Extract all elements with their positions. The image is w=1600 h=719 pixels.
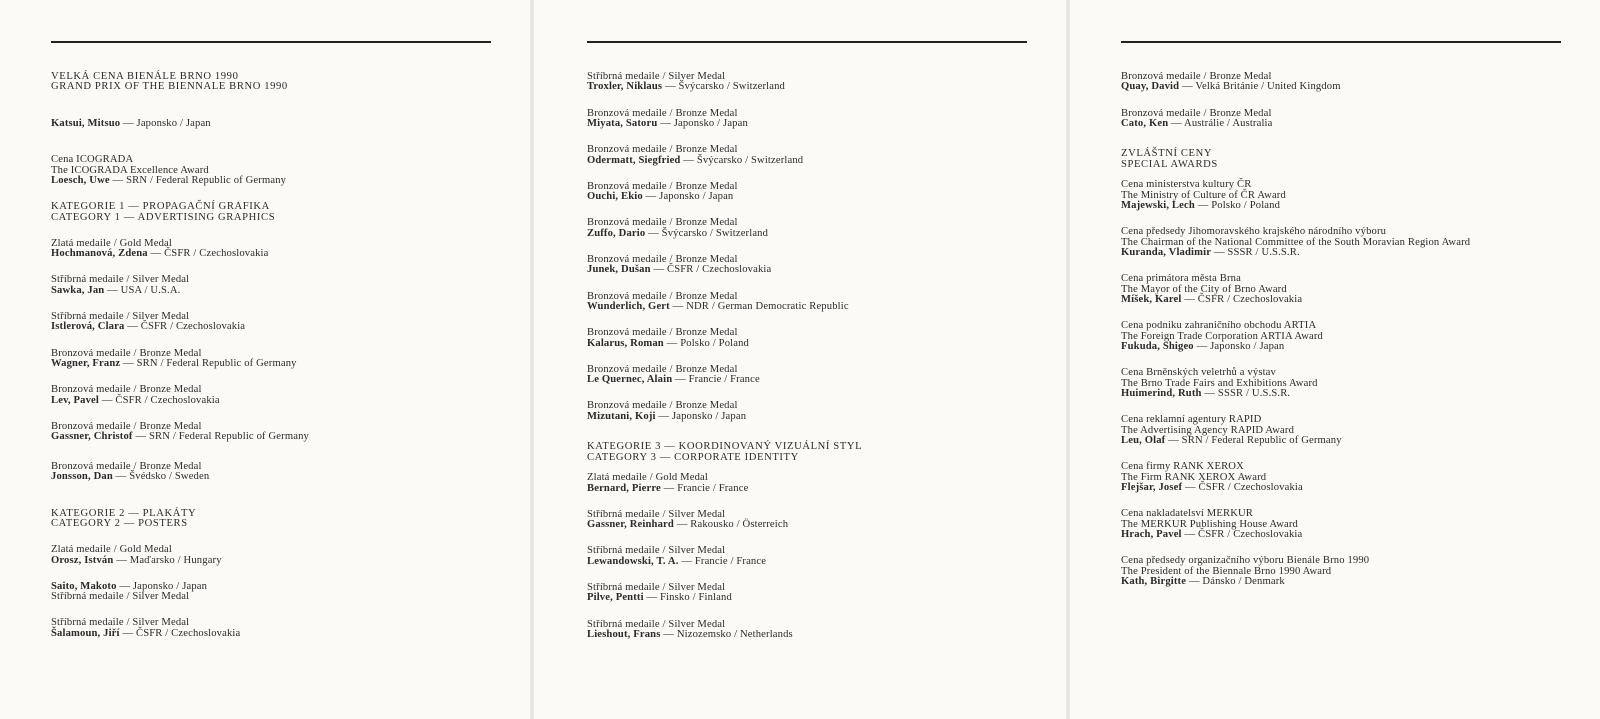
winner-line: [51, 556, 521, 566]
winner-country: — Japonsko / Japan: [123, 117, 211, 129]
winner-country: — ČSFR / Czechoslovakia: [1184, 482, 1303, 494]
winner-country: — SRN / Federal Republic of Germany: [123, 358, 297, 370]
award-title: Bronzová medaile / Bronze Medal: [51, 347, 202, 359]
winner-country: — SSSR / U.S.S.R.: [1204, 388, 1291, 400]
winner-name: Zuffo, Dario: [587, 227, 646, 239]
winner-name: Orosz, István: [51, 554, 114, 566]
award-title: Bronzová medaile / Bronze Medal: [587, 290, 738, 302]
winner-line: [587, 265, 1057, 275]
winner-line: [587, 630, 1057, 640]
winner-line: [51, 176, 521, 186]
winner-line: [587, 82, 1057, 92]
award-title: The Mayor of the City of Brno Award: [1121, 283, 1287, 295]
winner-name: Sawka, Jan: [51, 284, 105, 296]
winner-name: Flejšar, Josef: [1121, 482, 1183, 494]
winner-country: — Švédsko / Sweden: [115, 471, 210, 483]
winner-name: Troxler, Niklaus: [587, 81, 663, 93]
award-title: Stříbrná medaile / Silver Medal: [51, 591, 190, 603]
award-entry: [51, 618, 521, 639]
winner-line: [1121, 530, 1591, 540]
award-title: Stříbrná medaile / Silver Medal: [587, 618, 726, 630]
winner-line: [1121, 389, 1591, 399]
winner-line: [51, 359, 521, 369]
award-entry: [1121, 321, 1591, 352]
award-title: Stříbrná medaile / Silver Medal: [51, 617, 190, 629]
heading-line: KATEGORIE 2 — PLAKÁTY: [51, 507, 197, 519]
winner-line: [587, 156, 1057, 166]
award-entry: [1121, 274, 1591, 305]
award-entry: [587, 182, 1057, 203]
winner-country: — Japonsko / Japan: [658, 410, 747, 422]
award-title: Stříbrná medaile / Silver Medal: [51, 274, 190, 286]
winner-line: [1121, 82, 1591, 92]
winner-line: [51, 432, 521, 442]
award-title: Bronzová medaile / Bronze Medal: [51, 420, 202, 432]
award-entry: [587, 109, 1057, 130]
award-title: The Advertising Agency RAPID Award: [1121, 424, 1295, 436]
winner-country: — Japonsko / Japan: [645, 191, 734, 203]
award-title: The ICOGRADA Excellence Award: [51, 164, 209, 176]
winner-line: [51, 119, 521, 129]
award-title: The Brno Trade Fairs and Exhibitions Award: [1121, 377, 1318, 389]
winner-name: Šalamoun, Jiří: [51, 627, 120, 639]
award-title: Bronzová medaile / Bronze Medal: [51, 460, 202, 472]
award-title: The Foreign Trade Corporation ARTIA Award: [1121, 330, 1323, 342]
winner-name: Jonsson, Dan: [51, 471, 113, 483]
winner-name: Huimerind, Ruth: [1121, 388, 1202, 400]
winner-country: — ČSFR / Czechoslovakia: [101, 394, 220, 406]
award-entry: [51, 275, 521, 296]
winner-country: — NDR / German Democratic Republic: [672, 301, 849, 313]
top-rule: [587, 41, 1027, 43]
winner-country: — SRN / Federal Republic of Germany: [135, 431, 309, 443]
award-title: Cena ICOGRADA: [51, 154, 134, 166]
top-rule: [51, 41, 491, 43]
award-title: Cena ministerstva kultury ČR: [1121, 179, 1252, 191]
award-title: Cena reklamní agentury RAPID: [1121, 414, 1262, 426]
winner-line: [51, 396, 521, 406]
winner-country: — Švýcarsko / Switzerland: [665, 81, 785, 93]
award-title: Bronzová medaile / Bronze Medal: [587, 180, 738, 192]
winner-line: [587, 229, 1057, 239]
award-title: Bronzová medaile / Bronze Medal: [1121, 71, 1272, 82]
award-title: Bronzová medaile / Bronze Medal: [1121, 107, 1272, 119]
award-entry: [587, 255, 1057, 276]
winner-name: Hochmanová, Zdena: [51, 248, 148, 260]
winner-line: [1121, 119, 1591, 129]
award-entry: [51, 582, 521, 603]
page-fold: [530, 0, 534, 719]
award-entry: [1121, 72, 1591, 93]
winner-line: [587, 412, 1057, 422]
winner-name: Saito, Makoto: [51, 580, 117, 592]
winner-country: — Švýcarsko / Switzerland: [648, 227, 769, 239]
award-entry: [51, 312, 521, 333]
section-heading: [587, 442, 1057, 463]
award-title: Zlatá medaile / Gold Medal: [51, 237, 172, 249]
award-entry: [587, 365, 1057, 386]
award-title: Bronzová medaile / Bronze Medal: [587, 400, 738, 412]
winner-name: Lev, Pavel: [51, 394, 99, 406]
winner-name: Quay, David: [1121, 81, 1180, 93]
section-heading: [51, 509, 521, 530]
heading-line: CATEGORY 3 — CORPORATE IDENTITY: [587, 451, 799, 463]
section-heading: [1121, 149, 1591, 170]
winner-line: [587, 484, 1057, 494]
award-title: Bronzová medaile / Bronze Medal: [587, 107, 738, 119]
award-entry: [51, 545, 521, 566]
winner-line: [1121, 483, 1591, 493]
award-entry: [587, 546, 1057, 567]
award-entry: [1121, 462, 1591, 493]
winner-country: — Polsko / Poland: [1197, 200, 1281, 212]
award-entry: [51, 462, 521, 483]
winner-line: [587, 192, 1057, 202]
winner-name: Majewski, Lech: [1121, 200, 1195, 212]
winner-line: [1121, 295, 1591, 305]
award-title: Cena nakladatelsví MERKUR: [1121, 508, 1254, 520]
award-title: Bronzová medaile / Bronze Medal: [51, 384, 202, 396]
winner-name: Miyata, Satoru: [587, 118, 658, 130]
award-title: Stříbrná medaile / Silver Medal: [587, 545, 726, 557]
award-entry: [587, 510, 1057, 531]
winner-line: [51, 286, 521, 296]
award-entry: [587, 473, 1057, 494]
heading-line: SPECIAL AWARDS: [1121, 158, 1218, 170]
winner-name: Junek, Dušan: [587, 264, 651, 276]
award-entry: [51, 422, 521, 443]
award-title: The MERKUR Publishing House Award: [1121, 518, 1299, 530]
winner-name: Le Quernec, Alain: [587, 374, 673, 386]
heading-line: KATEGORIE 1 — PROPAGAČNÍ GRAFIKA: [51, 201, 270, 213]
award-title: Cena firmy RANK XEROX: [1121, 461, 1244, 473]
winner-country: — ČSFR / Czechoslovakia: [150, 248, 269, 260]
winner-name: Wunderlich, Gert: [587, 301, 670, 313]
award-entry: [587, 401, 1057, 422]
winner-country: — Finsko / Finland: [646, 592, 732, 604]
award-title: Bronzová medaile / Bronze Medal: [587, 254, 738, 266]
winner-country: — Polsko / Poland: [666, 337, 749, 349]
section-heading: [51, 202, 521, 223]
winner-name: Bernard, Pierre: [587, 482, 661, 494]
award-title: Stříbrná medaile / Silver Medal: [587, 71, 726, 82]
award-entry: [1121, 180, 1591, 211]
winner-name: Wagner, Franz: [51, 358, 121, 370]
winner-country: — Velká Británie / United Kingdom: [1181, 81, 1341, 93]
heading-line: GRAND PRIX OF THE BIENNALE BRNO 1990: [51, 81, 288, 93]
winner-country: — Japonsko / Japan: [1196, 341, 1285, 353]
winner-country: — Francie / France: [681, 555, 767, 567]
winner-country: — ČSFR / Czechoslovakia: [122, 627, 241, 639]
column-2: [587, 72, 1057, 656]
winner-name: Lieshout, Frans: [587, 628, 661, 640]
winner-line: [1121, 577, 1591, 587]
winner-name: Odermatt, Siegfried: [587, 154, 681, 166]
award-title: Cena primátora města Brna: [1121, 273, 1241, 285]
winner-line: [1121, 201, 1591, 211]
winner-name: Ouchi, Ekio: [587, 191, 643, 203]
winner-line: [587, 520, 1057, 530]
winner-country: — Austrálie / Australia: [1171, 118, 1273, 130]
winner-name: Kuranda, Vladimir: [1121, 247, 1212, 259]
award-title: The Ministry of Culture of ČR Award: [1121, 189, 1286, 201]
award-title: The Firm RANK XEROX Award: [1121, 471, 1267, 483]
winner-line: [587, 593, 1057, 603]
heading-line: ZVLÁŠTNÍ CENY: [1121, 148, 1213, 160]
winner-name: Fukuda, Shigeo: [1121, 341, 1194, 353]
winner-country: — Nizozemsko / Netherlands: [663, 628, 793, 640]
award-entry: [587, 328, 1057, 349]
award-entry: [1121, 415, 1591, 446]
winner-country: — Japonsko / Japan: [660, 118, 748, 130]
heading-line: VELKÁ CENA BIENÁLE BRNO 1990: [51, 71, 239, 82]
winner-line: [587, 119, 1057, 129]
award-title: Stříbrná medaile / Silver Medal: [587, 508, 726, 520]
top-rule: [1121, 41, 1561, 43]
award-entry: [587, 292, 1057, 313]
winner-country: — Japonsko / Japan: [119, 580, 208, 592]
winner-line: [51, 629, 521, 639]
winner-line: [587, 339, 1057, 349]
award-title: Bronzová medaile / Bronze Medal: [587, 363, 738, 375]
winner-country: — ČSFR / Czechoslovakia: [127, 321, 246, 333]
winner-name: Istlerová, Clara: [51, 321, 125, 333]
column-1: [51, 72, 521, 655]
winner-country: — SSSR / U.S.S.R.: [1213, 247, 1300, 259]
award-entry: [1121, 509, 1591, 540]
winner-name: Gassner, Christof: [51, 431, 133, 443]
heading-line: CATEGORY 1 — ADVERTISING GRAPHICS: [51, 211, 276, 223]
award-entry: [1121, 556, 1591, 587]
winner-country: — ČSFR / Czechoslovakia: [653, 264, 772, 276]
winner-country: — USA / U.S.A.: [107, 284, 181, 296]
winner-line: [1121, 436, 1591, 446]
award-title: Stříbrná medaile / Silver Medal: [51, 311, 190, 323]
award-entry: [587, 620, 1057, 641]
award-title: Cena podniku zahraničního obchodu ARTIA: [1121, 320, 1317, 332]
award-entry: [1121, 227, 1591, 258]
winner-name: Míšek, Karel: [1121, 294, 1182, 306]
winner-country: — Francie / France: [675, 374, 760, 386]
award-entry: [587, 218, 1057, 239]
award-entry: [1121, 109, 1591, 130]
winner-name: Katsui, Mitsuo: [51, 117, 121, 129]
section-heading: [51, 72, 521, 93]
winner-country: — SRN / Federal Republic of Germany: [1168, 435, 1342, 447]
winner-line: [51, 322, 521, 332]
award-title: Bronzová medaile / Bronze Medal: [587, 327, 738, 339]
award-entry: [587, 72, 1057, 93]
winner-line: [587, 375, 1057, 385]
award-title: Cena předsedy organizačního výboru Bienále Brno 1990: [1121, 555, 1370, 567]
award-entry: [587, 583, 1057, 604]
winner-name: Mizutani, Koji: [587, 410, 656, 422]
award-entry: [51, 155, 521, 186]
winner-country: — Švýcarsko / Switzerland: [683, 154, 804, 166]
award-entry: [587, 145, 1057, 166]
winner-country: — Rakousko / Österreich: [676, 519, 789, 531]
winner-country: — ČSFR / Czechoslovakia: [1184, 529, 1303, 541]
winner-name: Leu, Olaf: [1121, 435, 1166, 447]
winner-country: — SRN / Federal Republic of Germany: [112, 175, 287, 187]
award-entry: [51, 385, 521, 406]
award-title: Cena předsedy Jihomoravského krajského národního výboru: [1121, 226, 1387, 238]
winner-country: — Dánsko / Denmark: [1188, 576, 1285, 588]
heading-line: CATEGORY 2 — POSTERS: [51, 517, 188, 529]
winner-country: — Francie / France: [663, 482, 749, 494]
award-title: Bronzová medaile / Bronze Medal: [587, 144, 738, 156]
winner-line: [587, 302, 1057, 312]
award-title: Zlatá medaile / Gold Medal: [587, 472, 708, 484]
award-title: Zlatá medaile / Gold Medal: [51, 544, 172, 556]
winner-line: [587, 557, 1057, 567]
page-fold: [1066, 0, 1070, 719]
winner-name: Kalarus, Roman: [587, 337, 664, 349]
winner-line: [51, 249, 521, 259]
winner-line: [1121, 342, 1591, 352]
winner-country: — Maďarsko / Hungary: [116, 554, 222, 566]
column-3: [1121, 72, 1591, 603]
award-title: Stříbrná medaile / Silver Medal: [587, 581, 726, 593]
winner-name: Cato, Ken: [1121, 118, 1169, 130]
winner-line: [51, 472, 521, 482]
winner-line: [1121, 248, 1591, 258]
award-entry: [51, 239, 521, 260]
heading-line: KATEGORIE 3 — KOORDINOVANÝ VIZUÁLNÍ STYL: [587, 441, 863, 453]
winner-name: Pilve, Pentti: [587, 592, 644, 604]
award-entry: [51, 119, 521, 129]
winner-name: Gassner, Reinhard: [587, 519, 674, 531]
winner-name: Loesch, Uwe: [51, 175, 110, 187]
award-entry: [51, 349, 521, 370]
winner-name: Hrach, Pavel: [1121, 529, 1182, 541]
winner-country: — ČSFR / Czechoslovakia: [1184, 294, 1303, 306]
award-title: The President of the Biennale Brno 1990 Award: [1121, 565, 1332, 577]
award-title: Cena Brněnských veletrhů a výstav: [1121, 367, 1276, 379]
winner-name: Lewandowski, T. A.: [587, 555, 679, 567]
award-title: The Chairman of the National Committee of the South Moravian Region Award: [1121, 236, 1471, 248]
award-entry: [1121, 368, 1591, 399]
winner-name: Kath, Birgitte: [1121, 576, 1187, 588]
award-title: Bronzová medaile / Bronze Medal: [587, 217, 738, 229]
